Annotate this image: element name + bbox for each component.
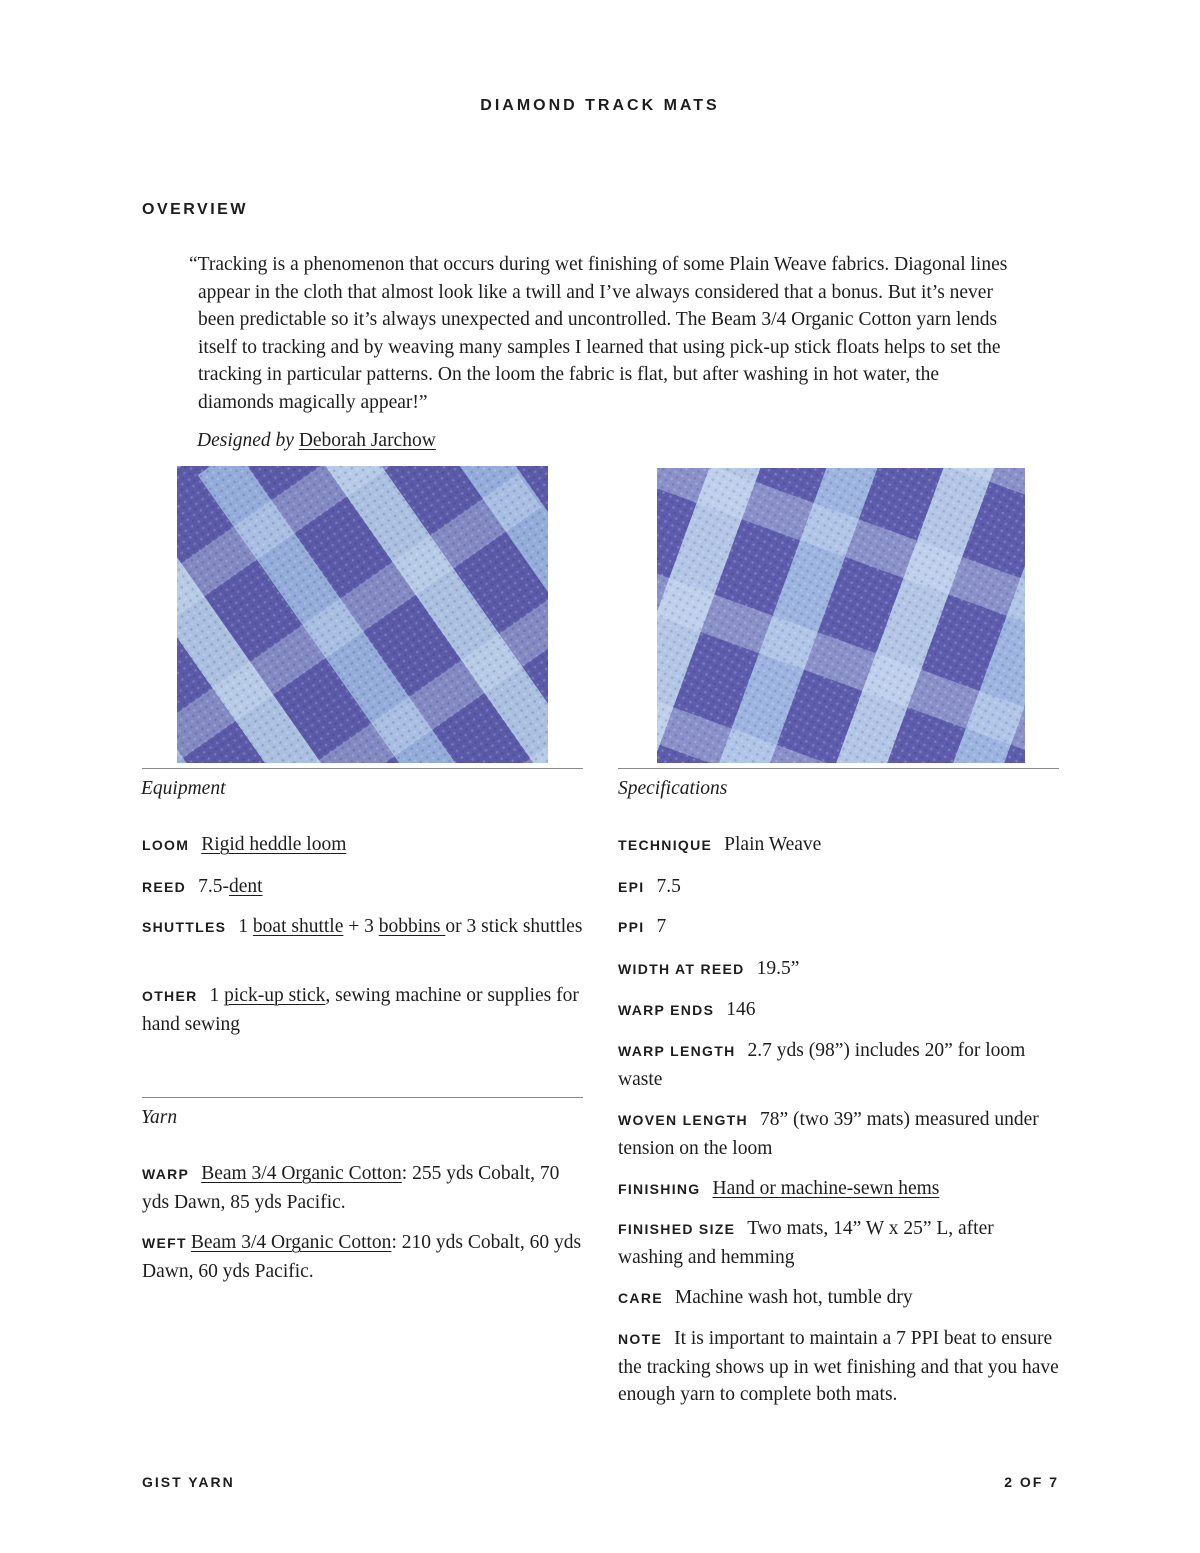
width-at-reed-value: 19.5” xyxy=(756,958,800,979)
hems-link[interactable]: Hand or machine-sewn hems xyxy=(712,1178,940,1199)
weft-label: WEFT xyxy=(142,1235,187,1251)
page-number: 2 OF 7 xyxy=(1004,1474,1059,1490)
dent-link[interactable]: dent xyxy=(228,876,263,897)
boat-shuttle-link[interactable]: boat shuttle xyxy=(252,916,344,937)
overview-heading: OVERVIEW xyxy=(142,201,248,218)
spec-woven-length xyxy=(618,1106,1063,1162)
shuttles-pre: 1 xyxy=(238,916,253,937)
warp-length-value: 2.7 yds (98”) includes 20” for loom waste xyxy=(618,1040,1026,1090)
finished-size-value: Two mats, 14” W x 25” L, after washing and hemming xyxy=(618,1218,994,1268)
woven-length-label: WOVEN LENGTH xyxy=(618,1112,748,1128)
pick-up-stick-link[interactable]: pick-up stick xyxy=(224,985,326,1006)
yarn-heading: Yarn xyxy=(141,1107,178,1128)
shuttles-mid: + 3 xyxy=(343,916,379,937)
weft-yarn-amounts: : 210 yds Cobalt, 60 yds Dawn, 60 yds Pacific. xyxy=(142,1232,582,1282)
yarn-warp xyxy=(142,1160,587,1216)
finishing-label: FINISHING xyxy=(618,1181,701,1197)
note-value: It is important to maintain a 7 PPI beat to ensure the tracking shows up in wet finishing and that you have enough yarn to complete both mats. xyxy=(618,1328,1059,1405)
epi-label: EPI xyxy=(618,879,645,895)
document-title: DIAMOND TRACK MATS xyxy=(480,97,720,114)
ppi-value: 7 xyxy=(656,916,667,937)
shuttles-label: SHUTTLES xyxy=(142,919,227,935)
loom-label: LOOM xyxy=(142,837,190,853)
spec-care xyxy=(618,1284,1063,1313)
care-value: Machine wash hot, tumble dry xyxy=(674,1287,913,1308)
equipment-reed xyxy=(142,873,587,902)
equipment-shuttles xyxy=(142,913,587,942)
other-label: OTHER xyxy=(142,988,198,1004)
designer-quote xyxy=(190,251,1010,416)
footer-brand: GIST YARN xyxy=(142,1474,235,1490)
yarn-divider xyxy=(142,1097,583,1098)
reed-label: REED xyxy=(142,879,187,895)
spec-width-at-reed xyxy=(618,955,1063,984)
equipment-loom xyxy=(142,831,587,860)
technique-value: Plain Weave xyxy=(724,834,822,855)
woven-mat-photo-left xyxy=(177,466,548,763)
warp-yarn-link[interactable]: Beam 3/4 Organic Cotton xyxy=(201,1163,402,1184)
note-label: NOTE xyxy=(618,1331,663,1347)
care-label: CARE xyxy=(618,1290,663,1306)
quote-text: “Tracking is a phenomenon that occurs during wet finishing of some Plain Weave fabrics. Diagonal lines appear in the cloth that almost look like a twill and I’ve always considered that a bonus. But it’s never been predictable so it’s always unexpected and uncontrolled. The Beam 3/4 Organic Cotton yarn lends itself to tracking and by weaving many samples I learned that using pick-up stick floats helps to set the tracking in particular patterns. On the loom the fabric is flat, but after washing in hot water, the diamonds magically appear!” xyxy=(189,254,1008,413)
equipment-heading: Equipment xyxy=(141,778,226,799)
finished-size-label: FINISHED SIZE xyxy=(618,1221,736,1237)
woven-length-value: 78” (two 39” mats) measured under tension on the loom xyxy=(618,1109,1039,1159)
warp-length-label: WARP LENGTH xyxy=(618,1043,736,1059)
spec-warp-length xyxy=(618,1037,1063,1093)
width-at-reed-label: WIDTH AT REED xyxy=(618,961,745,977)
weft-yarn-link[interactable]: Beam 3/4 Organic Cotton xyxy=(190,1232,392,1253)
warp-ends-value: 146 xyxy=(726,999,756,1020)
bobbins-link[interactable]: bobbins xyxy=(378,916,446,937)
rigid-heddle-loom-link[interactable]: Rigid heddle loom xyxy=(201,834,347,855)
designer-credit xyxy=(197,430,436,452)
credit-prefix: Designed by xyxy=(197,430,294,451)
epi-value: 7.5 xyxy=(656,876,681,897)
ppi-label: PPI xyxy=(618,919,645,935)
other-post: , sewing machine or supplies for hand sewing xyxy=(142,985,579,1035)
other-pre: 1 xyxy=(209,985,225,1006)
spec-ppi xyxy=(618,913,1063,942)
warp-yarn-amounts: : 255 yds Cobalt, 70 yds Dawn, 85 yds Pacific. xyxy=(142,1163,560,1213)
spec-warp-ends xyxy=(618,996,1063,1025)
spec-note xyxy=(618,1325,1063,1409)
technique-label: TECHNIQUE xyxy=(618,837,713,853)
woven-mat-photo-right xyxy=(657,468,1025,763)
reed-value: 7.5- xyxy=(198,876,229,897)
equipment-divider xyxy=(142,768,583,769)
spec-finished-size xyxy=(618,1215,1063,1271)
warp-label: WARP xyxy=(142,1166,190,1182)
warp-ends-label: WARP ENDS xyxy=(618,1002,715,1018)
shuttles-post: or 3 stick shuttles xyxy=(445,916,583,937)
spec-finishing xyxy=(618,1175,1063,1204)
equipment-other xyxy=(142,982,587,1038)
specifications-heading: Specifications xyxy=(618,778,728,799)
yarn-weft xyxy=(142,1229,587,1285)
spec-technique xyxy=(618,831,1063,860)
designer-link[interactable]: Deborah Jarchow xyxy=(298,430,436,451)
specifications-divider xyxy=(618,768,1059,769)
spec-epi xyxy=(618,873,1063,902)
